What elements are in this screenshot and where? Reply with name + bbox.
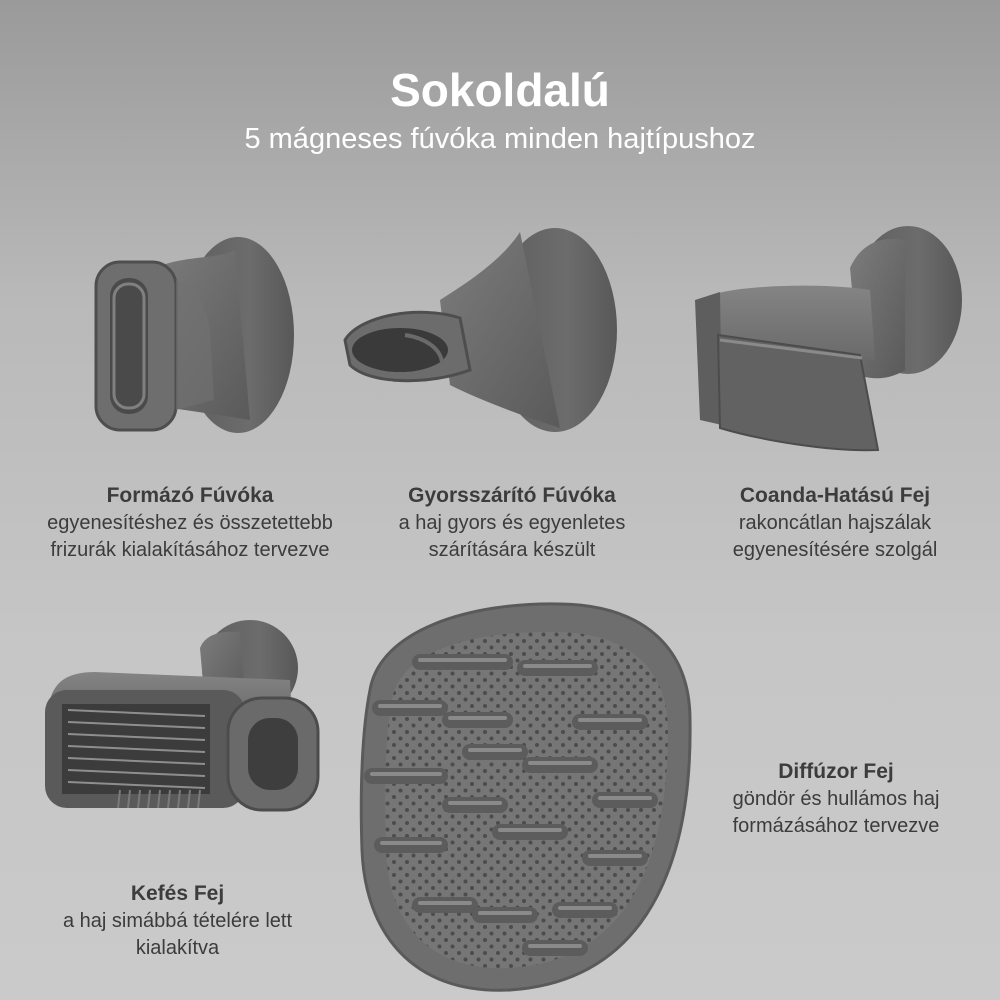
fast-dry-nozzle-title: Gyorsszárító Fúvóka	[408, 484, 616, 507]
coanda-head-caption	[680, 481, 990, 564]
brush-head-image	[45, 620, 318, 810]
brush-head-caption	[40, 879, 315, 962]
fast-dry-nozzle-image	[345, 228, 617, 432]
coanda-head-title: Coanda-Hatású Fej	[739, 484, 931, 507]
diffuser-head-image	[361, 604, 690, 990]
page-subtitle: 5 mágneses fúvóka minden hajtípushoz	[244, 123, 756, 155]
brush-head-title: Kefés Fej	[130, 882, 225, 905]
diffuser-head-caption	[686, 757, 986, 840]
diffuser-head-title: Diffúzor Fej	[778, 760, 894, 783]
coanda-head-description: rakoncátlan hajszálak egyenesítésére szolgál	[732, 512, 938, 561]
fast-dry-nozzle-caption	[378, 481, 646, 564]
coanda-head-image	[695, 226, 962, 450]
fast-dry-nozzle-description: a haj gyors és egyenletes szárítására készült	[398, 512, 626, 561]
styling-nozzle-caption	[20, 481, 360, 564]
page-title: Sokoldalú	[390, 64, 610, 116]
styling-nozzle-image	[96, 237, 294, 433]
brush-head-description: a haj simábbá tételére lett kialakítva	[62, 910, 293, 959]
styling-nozzle-description: egyenesítéshez és összetettebb frizurák kialakításához tervezve	[47, 512, 333, 561]
styling-nozzle-title: Formázó Fúvóka	[106, 484, 274, 507]
diffuser-head-description: göndör és hullámos haj formázásához tervezve	[732, 788, 940, 837]
